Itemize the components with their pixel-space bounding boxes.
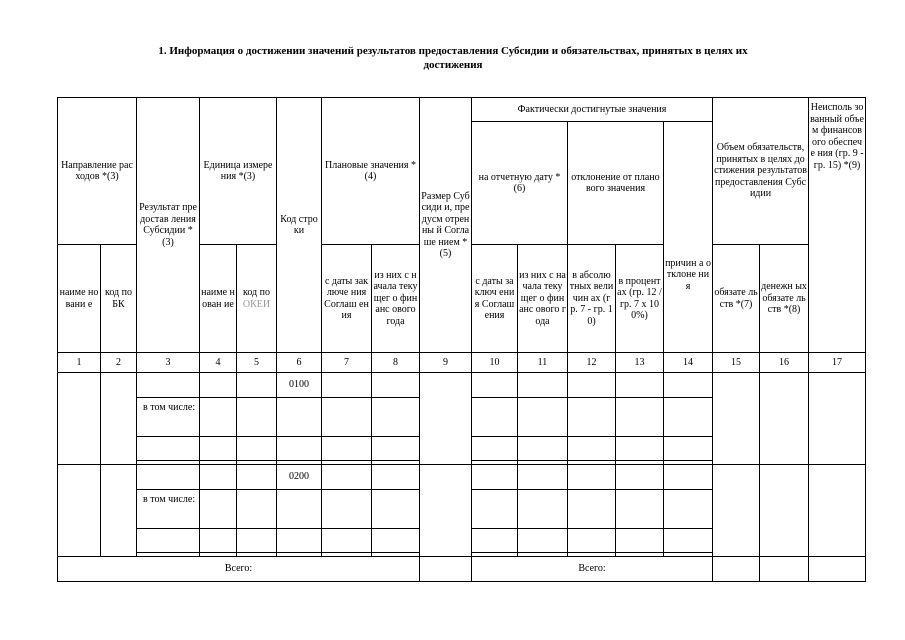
column-number: 13 (616, 353, 664, 373)
cell (200, 437, 237, 461)
header-deviation-abs: в абсолю тных величин ах (гр. 7 - гр. 10) (568, 245, 616, 353)
cell (518, 373, 568, 398)
header-unit-name: наиме нован ие (200, 245, 237, 353)
cell (420, 557, 472, 582)
cell (237, 398, 277, 437)
including-label: в том числе: (137, 398, 200, 437)
header-subsidy-size: Размер Субсиди и, предусм отренны й Соглаше нием *(5) (420, 98, 472, 353)
header-direction-name: наиме новани е (58, 245, 101, 353)
cell (237, 490, 277, 529)
header-deviation: отклонение от планового значения (568, 122, 664, 245)
column-number: 12 (568, 353, 616, 373)
cell (472, 437, 518, 461)
cell (616, 529, 664, 553)
column-number: 17 (809, 353, 866, 373)
cell (568, 437, 616, 461)
header-obligations-commitments: обязате льств *(7) (713, 245, 760, 353)
cell (809, 557, 866, 582)
cell (277, 490, 322, 529)
header-deviation-pct: в процент ах (гр. 12 / гр. 7 х 100%) (616, 245, 664, 353)
header-direction-code: код по БК (101, 245, 137, 353)
cell (322, 398, 372, 437)
cell (372, 437, 420, 461)
total-label-right: Всего: (472, 557, 713, 582)
total-row (58, 557, 866, 582)
cell (568, 465, 616, 490)
cell (616, 398, 664, 437)
heading-line-2: достижения (423, 59, 483, 71)
cell (472, 398, 518, 437)
cell (372, 373, 420, 398)
cell (137, 529, 200, 553)
cell (372, 398, 420, 437)
including-label: в том числе: (137, 490, 200, 529)
cell (237, 437, 277, 461)
column-number: 4 (200, 353, 237, 373)
cell (200, 398, 237, 437)
header-plan-from-agreement: с даты заключе ния Соглаш ения (322, 245, 372, 353)
header-plan-from-year: из них с начала текущег о финанс ового года (372, 245, 420, 353)
cell (237, 465, 277, 490)
row-code: 0100 (277, 373, 322, 398)
cell (322, 373, 372, 398)
cell (277, 398, 322, 437)
cell (322, 529, 372, 553)
cell (277, 529, 322, 553)
cell (137, 465, 200, 490)
cell (518, 437, 568, 461)
cell (372, 529, 420, 553)
unit-code-prefix: код по (242, 287, 270, 298)
cell-monetary (760, 465, 809, 557)
cell (472, 465, 518, 490)
cell (713, 557, 760, 582)
cell (472, 373, 518, 398)
header-row-code: Код строки (277, 98, 322, 353)
header-unused: Неисполь зованный объем финансов ого обеспече ния (гр. 9 - гр. 15) *(9) (809, 98, 866, 353)
column-numbers-row (58, 353, 866, 373)
cell (664, 465, 713, 490)
cell (518, 398, 568, 437)
column-number: 1 (58, 353, 101, 373)
cell-subsidy-size (420, 373, 472, 465)
header-actual-from-year: из них с начала текущег о финанс ового года (518, 245, 568, 353)
cell (200, 529, 237, 553)
header-obligations-monetary: денежн ых обязате льств *(8) (760, 245, 809, 353)
header-direction: Направление расходов *(3) (58, 98, 137, 245)
cell (616, 490, 664, 529)
column-number: 6 (277, 353, 322, 373)
cell (137, 373, 200, 398)
column-number: 8 (372, 353, 420, 373)
cell-subsidy-size (420, 465, 472, 557)
cell (200, 465, 237, 490)
cell (568, 373, 616, 398)
heading-line-1: 1. Информация о достижении значений результатов предоставления Субсидии и обязательствах, принятых в целях их (158, 45, 748, 57)
header-actual-from-agreement: с даты заключ ения Соглаш ения (472, 245, 518, 353)
cell (277, 437, 322, 461)
cell (664, 490, 713, 529)
cell (568, 490, 616, 529)
cell (322, 437, 372, 461)
table-row (58, 465, 866, 490)
cell (616, 465, 664, 490)
cell (237, 529, 277, 553)
column-number: 16 (760, 353, 809, 373)
cell (200, 490, 237, 529)
header-result: Результат предостав ления Субсидии *(3) (137, 98, 200, 353)
cell (664, 529, 713, 553)
cell-obligations (713, 373, 760, 465)
cell-unused (809, 373, 866, 465)
cell (237, 373, 277, 398)
cell (137, 437, 200, 461)
column-number: 10 (472, 353, 518, 373)
cell (760, 557, 809, 582)
cell (372, 490, 420, 529)
header-unit-code (237, 245, 277, 353)
column-number: 7 (322, 353, 372, 373)
cell-obligations (713, 465, 760, 557)
cell-direction-name (58, 465, 101, 557)
cell (372, 465, 420, 490)
cell-direction-name (58, 373, 101, 465)
cell (568, 398, 616, 437)
header-actual-on-date: на отчетную дату *(6) (472, 122, 568, 245)
cell (200, 373, 237, 398)
column-number: 5 (237, 353, 277, 373)
cell (322, 465, 372, 490)
achievement-table (57, 97, 866, 582)
cell (518, 465, 568, 490)
cell (472, 529, 518, 553)
column-number: 2 (101, 353, 137, 373)
column-number: 15 (713, 353, 760, 373)
cell (322, 490, 372, 529)
row-code: 0200 (277, 465, 322, 490)
cell (616, 437, 664, 461)
cell (616, 373, 664, 398)
table-row (58, 373, 866, 398)
cell-direction-code (101, 373, 137, 465)
header-unit: Единица измерения *(3) (200, 98, 277, 245)
cell (518, 490, 568, 529)
column-number: 3 (137, 353, 200, 373)
cell (518, 529, 568, 553)
cell-unused (809, 465, 866, 557)
header-actual: Фактически достигнутые значения (472, 98, 713, 122)
header-plan: Плановые значения *(4) (322, 98, 420, 245)
cell (568, 529, 616, 553)
column-number: 11 (518, 353, 568, 373)
cell (664, 398, 713, 437)
unit-code-okei: ОКЕИ (242, 298, 271, 310)
header-obligations: Объем обязательств, принятых в целях достижения результатов предоставления Субсидии (713, 98, 809, 245)
column-number: 14 (664, 353, 713, 373)
header-deviation-reason: причин а отклоне ния (664, 122, 713, 353)
total-label-left: Всего: (58, 557, 420, 582)
cell (664, 373, 713, 398)
column-number: 9 (420, 353, 472, 373)
cell (664, 437, 713, 461)
section-heading (100, 44, 806, 72)
cell-monetary (760, 373, 809, 465)
cell (472, 490, 518, 529)
cell-direction-code (101, 465, 137, 557)
